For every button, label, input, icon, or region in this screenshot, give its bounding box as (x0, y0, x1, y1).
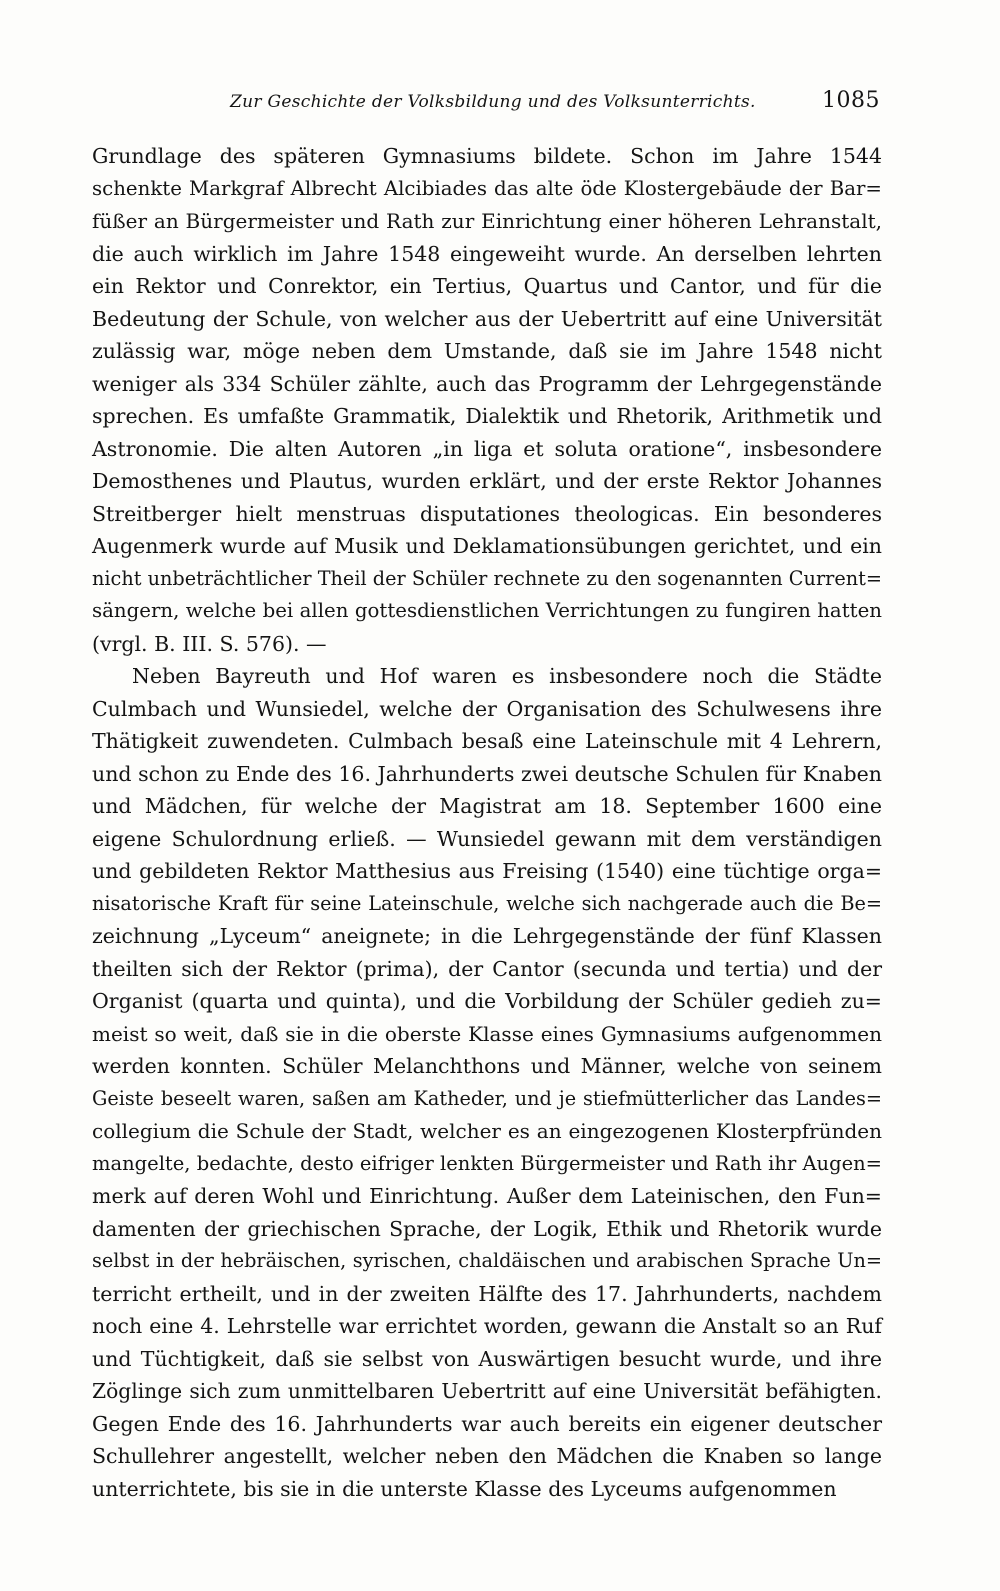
text-line: Grundlage des späteren Gymnasiums bildete. Schon im Jahre 1544 (92, 144, 882, 168)
text-line: meist so weit, daß sie in die oberste Klasse eines Gymnasiums aufgenommen (92, 1021, 882, 1046)
text-line: und gebildeten Rektor Matthesius aus Freising (1540) eine tüchtige orga= (92, 859, 882, 883)
text-line: eigene Schulordnung erließ. — Wunsiedel gewann mit dem verständigen (92, 826, 882, 851)
text-line: Organist (quarta und quinta), und die Vorbildung der Schüler gedieh zu= (92, 989, 882, 1013)
text-line: mangelte, bedachte, desto eifriger lenkten Bürgermeister und Rath ihr Augen= (92, 1151, 883, 1175)
text-line: sprechen. Es umfaßte Grammatik, Dialektik und Rhetorik, Arithmetik und (92, 404, 882, 428)
text-line: nicht unbeträchtlicher Theil der Schüler rechnete zu den sogenannten Current= (92, 566, 882, 590)
text-line: und Tüchtigkeit, daß sie selbst von Auswärtigen besucht wurde, und ihre (92, 1346, 882, 1371)
page-number: 1085 (822, 88, 880, 113)
text-line: die auch wirklich im Jahre 1548 eingeweiht wurde. An derselben lehrten (92, 241, 882, 266)
text-line: Astronomie. Die alten Autoren „in liga et soluta oratione“, insbesondere (92, 436, 882, 461)
text-line: füßer an Bürgermeister und Rath zur Einrichtung einer höheren Lehranstalt, (92, 209, 882, 233)
running-head: Zur Geschichte der Volksbildung und des Volksunterrichts. (230, 92, 756, 112)
text-line: Schullehrer angestellt, welcher neben den Mädchen die Knaben so lange (92, 1444, 882, 1468)
text-line: und schon zu Ende des 16. Jahrhunderts zwei deutsche Schulen für Knaben (92, 761, 882, 786)
text-line: Neben Bayreuth und Hof waren es insbesondere noch die Städte (132, 664, 882, 688)
text-line: Gegen Ende des 16. Jahrhunderts war auch bereits ein eigener deutscher (92, 1411, 882, 1436)
text-line: Geiste beseelt waren, saßen am Katheder, und je stiefmütterlicher das Landes= (92, 1086, 882, 1110)
text-line: nisatorische Kraft für seine Lateinschule, welche sich nachgerade auch die Be= (92, 891, 882, 915)
text-line: Streitberger hielt menstruas disputationes theologicas. Ein besonderes (92, 501, 882, 526)
text-line: collegium die Schule der Stadt, welcher es an eingezogenen Klosterpfründen (92, 1119, 882, 1143)
text-line: Zöglinge sich zum unmittelbaren Uebertritt auf eine Universität befähigten. (92, 1379, 882, 1403)
text-line: und Mädchen, für welche der Magistrat am 18. September 1600 eine (92, 794, 882, 818)
text-line: damenten der griechischen Sprache, der Logik, Ethik und Rhetorik wurde (92, 1216, 882, 1241)
text-line: weniger als 334 Schüler zählte, auch das Programm der Lehrgegenstände (92, 371, 882, 396)
text-line: (vrgl. B. III. S. 576). — (92, 631, 327, 656)
text-line: zulässig war, möge neben dem Umstande, daß sie im Jahre 1548 nicht (92, 339, 882, 363)
text-line: selbst in der hebräischen, syrischen, chaldäischen und arabischen Sprache Un= (92, 1249, 882, 1272)
text-line: ein Rektor und Conrektor, ein Tertius, Quartus und Cantor, und für die (92, 274, 882, 298)
text-line: unterrichtete, bis sie in die unterste Klasse des Lyceums aufgenommen (92, 1476, 837, 1501)
text-line: Augenmerk wurde auf Musik und Deklamationsübungen gerichtet, und ein (92, 534, 882, 558)
text-line: werden konnten. Schüler Melanchthons und Männer, welche von seinem (92, 1054, 882, 1078)
text-line: Demosthenes und Plautus, wurden erklärt, und der erste Rektor Johannes (92, 469, 882, 493)
text-line: zeichnung „Lyceum“ aneignete; in die Lehrgegenstände der fünf Klassen (92, 924, 882, 948)
text-line: theilten sich der Rektor (prima), der Cantor (secunda und tertia) und der (92, 956, 882, 981)
text-line: schenkte Markgraf Albrecht Alcibiades das alte öde Klostergebäude der Bar= (92, 176, 882, 200)
text-line: terricht ertheilt, und in der zweiten Hälfte des 17. Jahrhunderts, nachdem (92, 1281, 882, 1306)
text-line: merk auf deren Wohl und Einrichtung. Außer dem Lateinischen, den Fun= (92, 1184, 882, 1208)
text-line: noch eine 4. Lehrstelle war errichtet worden, gewann die Anstalt so an Ruf (92, 1314, 882, 1338)
text-line: sängern, welche bei allen gottesdienstlichen Verrichtungen zu fungiren hatten (92, 599, 882, 622)
text-line: Bedeutung der Schule, von welcher aus der Uebertritt auf eine Universität (92, 306, 882, 331)
body-text (92, 140, 882, 1505)
text-line: Culmbach und Wunsiedel, welche der Organisation des Schulwesens ihre (92, 696, 882, 721)
text-line: Thätigkeit zuwendeten. Culmbach besaß eine Lateinschule mit 4 Lehrern, (92, 729, 882, 753)
